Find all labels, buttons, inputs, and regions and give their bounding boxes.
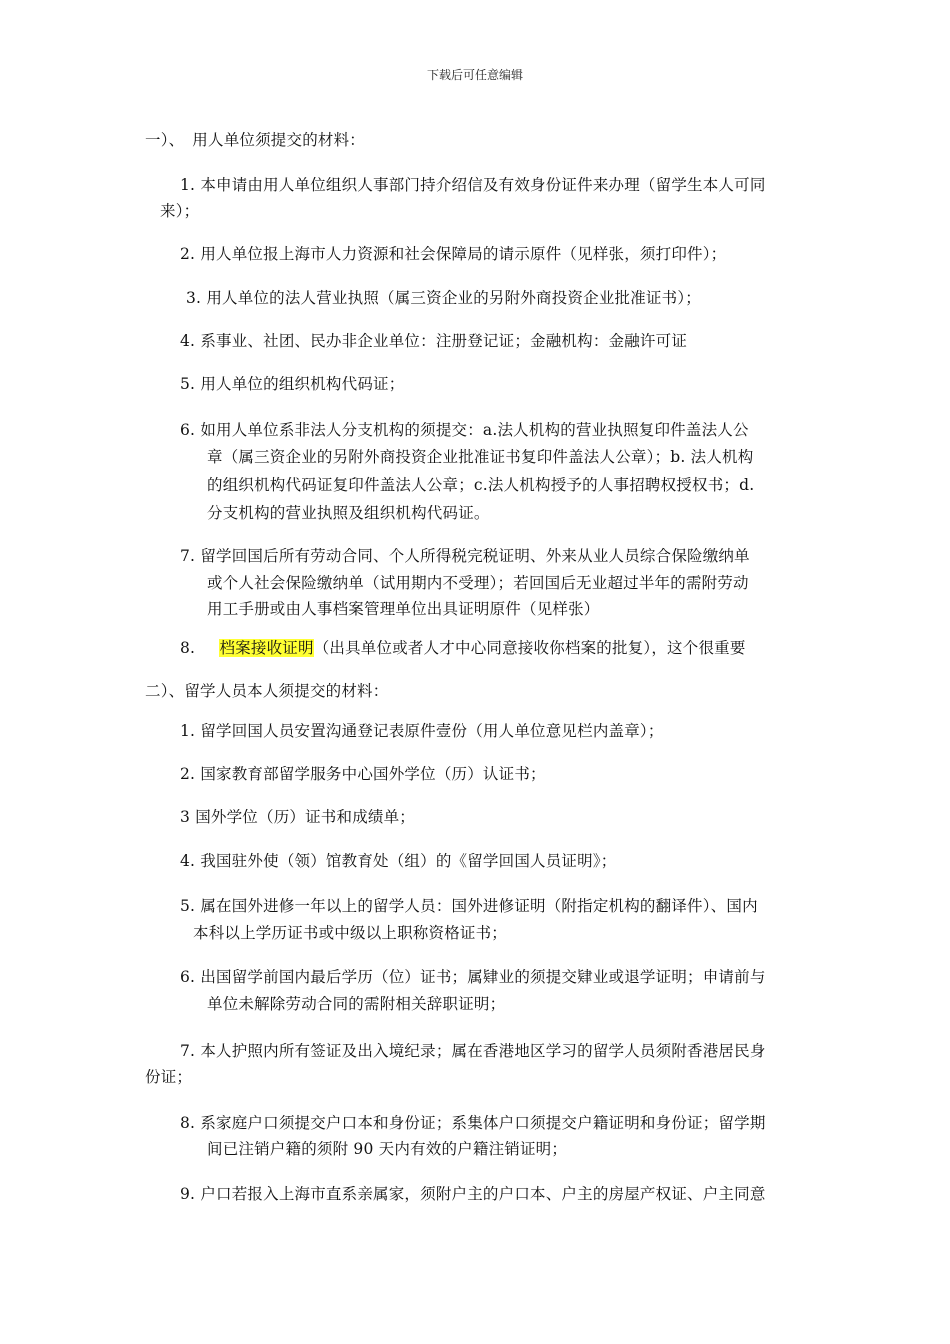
s2-item-8-line-1: 8. 系家庭户口须提交户口本和身份证；系集体户口须提交户籍证明和身份证；留学期	[180, 1114, 766, 1132]
s1-item-5: 5. 用人单位的组织机构代码证；	[180, 375, 405, 393]
highlighted-text: 档案接收证明	[219, 639, 314, 657]
s1-item-8-number: 8.	[180, 639, 196, 657]
s2-item-1: 1. 留学回国人员安置沟通登记表原件壹份（用人单位意见栏内盖章）；	[180, 722, 664, 740]
s2-item-5-line-1: 5. 属在国外进修一年以上的留学人员：国外进修证明（附指定机构的翻译件）、国内	[180, 897, 758, 915]
s1-item-1-line-2: 来）；	[160, 202, 200, 220]
section-1-heading: 一）、 用人单位须提交的材料：	[145, 131, 366, 149]
s2-item-9-line-1: 9. 户口若报入上海市直系亲属家，须附户主的户口本、户主的房屋产权证、户主同意	[180, 1185, 766, 1203]
s2-item-7-line-2: 份证；	[145, 1068, 193, 1086]
s2-item-4: 4. 我国驻外使（领）馆教育处（组）的《留学回国人员证明》；	[180, 852, 617, 870]
s1-item-6-line-1: 6. 如用人单位系非法人分支机构的须提交：a.法人机构的营业执照复印件盖法人公	[180, 421, 749, 439]
s1-item-8	[180, 637, 746, 659]
s1-item-1-line-1: 1. 本申请由用人单位组织人事部门持介绍信及有效身份证件来办理（留学生本人可同	[180, 176, 766, 194]
s1-item-4: 4. 系事业、社团、民办非企业单位：注册登记证；金融机构：金融许可证	[180, 332, 688, 350]
section-2-heading: 二）、留学人员本人须提交的材料：	[145, 682, 389, 700]
s2-item-2: 2. 国家教育部留学服务中心国外学位（历）认证书；	[180, 765, 546, 783]
s1-item-8-rest: （出具单位或者人才中心同意接收你档案的批复），这个很重要	[313, 639, 746, 657]
s1-item-6-line-4: 分支机构的营业执照及组织机构代码证。	[207, 504, 490, 522]
s2-item-6-line-2: 单位未解除劳动合同的需附相关辞职证明；	[207, 995, 506, 1013]
s1-item-6-line-3: 的组织机构代码证复印件盖法人公章；c.法人机构授予的人事招聘权授权书；d.	[207, 476, 755, 494]
s2-item-7-line-1: 7. 本人护照内所有签证及出入境纪录；属在香港地区学习的留学人员须附香港居民身	[180, 1042, 766, 1060]
s1-item-7-line-3: 用工手册或由人事档案管理单位出具证明原件（见样张）	[207, 600, 600, 618]
s1-item-2: 2. 用人单位报上海市人力资源和社会保障局的请示原件（见样张，须打印件）；	[180, 245, 727, 263]
s2-item-5-line-2: 本科以上学历证书或中级以上职称资格证书；	[193, 924, 508, 942]
page-header-note: 下载后可任意编辑	[426, 68, 523, 82]
s1-item-7-line-1: 7. 留学回国后所有劳动合同、个人所得税完税证明、外来从业人员综合保险缴纳单	[180, 547, 750, 565]
s2-item-3: 3 国外学位（历）证书和成绩单；	[180, 808, 415, 826]
s1-item-3: 3. 用人单位的法人营业执照（属三资企业的另附外商投资企业批准证书）；	[186, 289, 701, 307]
s2-item-8-line-2: 间已注销户籍的须附 90 天内有效的户籍注销证明；	[207, 1140, 568, 1158]
s1-item-7-line-2: 或个人社会保险缴纳单（试用期内不受理）；若回国后无业超过半年的需附劳动	[207, 574, 749, 592]
s2-item-6-line-1: 6. 出国留学前国内最后学历（位）证书；属肄业的须提交肄业或退学证明；申请前与	[180, 968, 766, 986]
s1-item-6-line-2: 章（属三资企业的另附外商投资企业批准证书复印件盖法人公章）；b. 法人机构	[207, 448, 754, 466]
